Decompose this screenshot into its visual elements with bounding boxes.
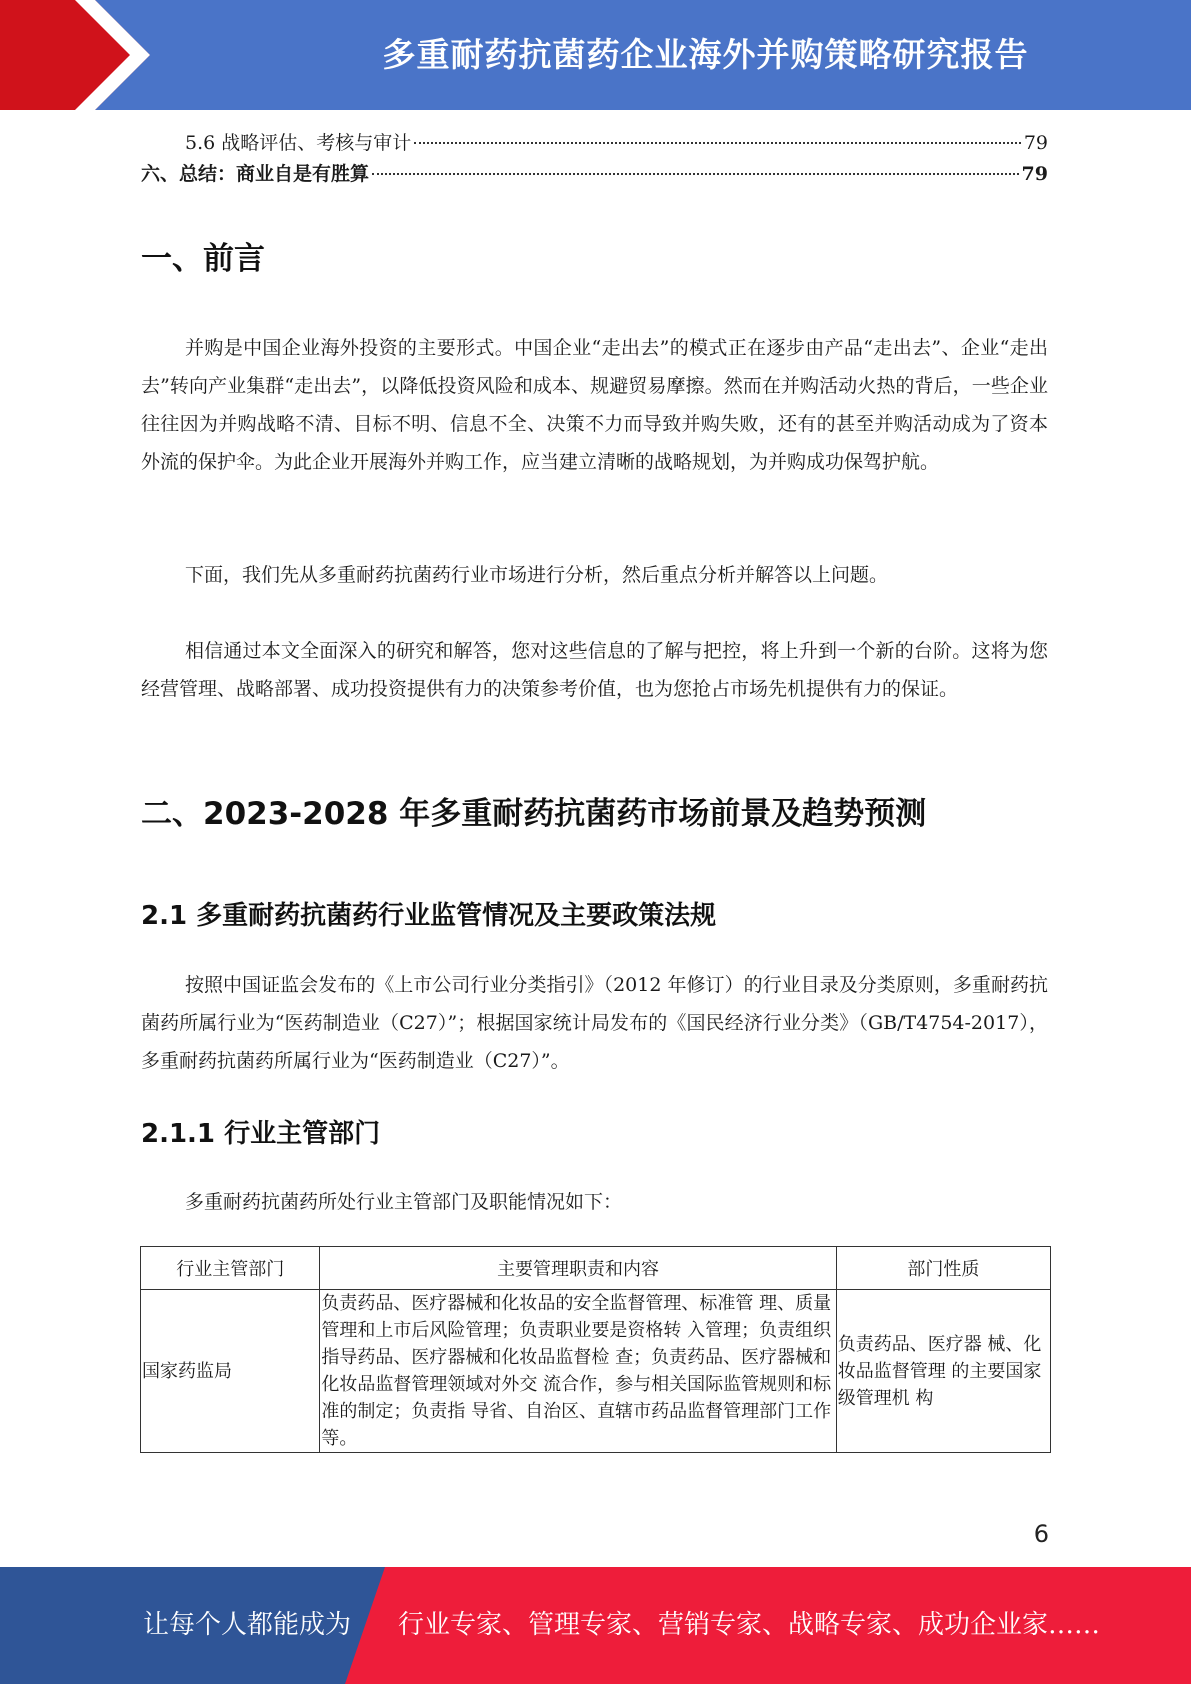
table-cell-nature: 负责药品、医疗器 械、化妆品监督管理 的主要国家级管理机 构 <box>836 1290 1050 1453</box>
paragraph: 相信通过本文全面深入的研究和解答，您对这些信息的了解与把控，将上升到一个新的台阶。这将为您经营管理、战略部署、成功投资提供有力的决策参考价值，也为您抢占市场先机提供有力的保证。 <box>141 640 1048 700</box>
table-header-row <box>141 1247 1051 1290</box>
table-header: 主要管理职责和内容 <box>320 1247 836 1290</box>
toc-entry[interactable] <box>141 159 1048 190</box>
page-header <box>0 0 1191 110</box>
page-footer <box>0 1567 1191 1684</box>
toc-leader <box>414 142 1021 144</box>
table-header: 行业主管部门 <box>141 1247 320 1290</box>
table-cell-dept: 国家药监局 <box>141 1290 320 1453</box>
table-row <box>141 1290 1051 1453</box>
toc-entry-label: 六、总结：商业自是有胜算 <box>141 163 370 185</box>
toc-entry-label: 5.6 战略评估、考核与审计 <box>185 132 412 154</box>
table-of-contents <box>141 128 1048 190</box>
toc-entry-page: 79 <box>1021 163 1048 185</box>
toc-entry[interactable] <box>141 128 1048 159</box>
footer-slogan-left: 让每个人都能成为 <box>143 1610 352 1640</box>
paragraph: 按照中国证监会发布的《上市公司行业分类指引》（2012 年修订）的行业目录及分类原则，多重耐药抗菌药所属行业为“医药制造业（C27）”；根据国家统计局发布的《国民经济行业分类》（GB/T4754-2017），多重耐药抗菌药所属行业为“医药制造业（C27）”。 <box>141 974 1048 1072</box>
subsection-heading: 2.1.1 行业主管部门 <box>141 1119 381 1149</box>
toc-leader <box>372 173 1019 175</box>
page-number: 6 <box>1033 1520 1049 1548</box>
footer-slogan-right: 行业专家、管理专家、营销专家、战略专家、成功企业家…… <box>398 1610 1101 1640</box>
paragraph: 多重耐药抗菌药所处行业主管部门及职能情况如下： <box>185 1191 623 1213</box>
report-title: 多重耐药抗菌药企业海外并购策略研究报告 <box>382 35 1029 74</box>
section-heading-market: 二、2023-2028 年多重耐药抗菌药市场前景及趋势预测 <box>141 796 927 832</box>
paragraph: 并购是中国企业海外投资的主要形式。中国企业“走出去”的模式正在逐步由产品“走出去”、企业“走出去”转向产业集群“走出去”，以降低投资风险和成本、规避贸易摩擦。然而在并购活动火热的背后，一些企业往往因为并购战略不清、目标不明、信息不全、决策不力而导致并购失败，还有的甚至并购活动成为了资本外流的保护伞。为此企业开展海外并购工作，应当建立清晰的战略规划，为并购成功保驾护航。 <box>141 337 1048 473</box>
subsection-heading: 2.1 多重耐药抗菌药行业监管情况及主要政策法规 <box>141 901 717 931</box>
table-header: 部门性质 <box>836 1247 1050 1290</box>
table-cell-duties: 负责药品、医疗器械和化妆品的安全监督管理、标准管 理、质量管理和上市后风险管理；负责职业要是资格转 入管理；负责组织指导药品、医疗器械和化妆品监督检 查；负责药品、医疗器械和化妆品监督管理领域对外交 流合作，参与相关国际监管规则和标准的制定；负责指 导省、自治区、直辖市药品监督管理部门工作等。 <box>320 1290 836 1453</box>
paragraph: 下面，我们先从多重耐药抗菌药行业市场进行分析，然后重点分析并解答以上问题。 <box>185 564 889 586</box>
section-heading-preface: 一、前言 <box>141 241 265 277</box>
regulator-table <box>140 1246 1051 1453</box>
toc-entry-page: 79 <box>1023 132 1048 154</box>
